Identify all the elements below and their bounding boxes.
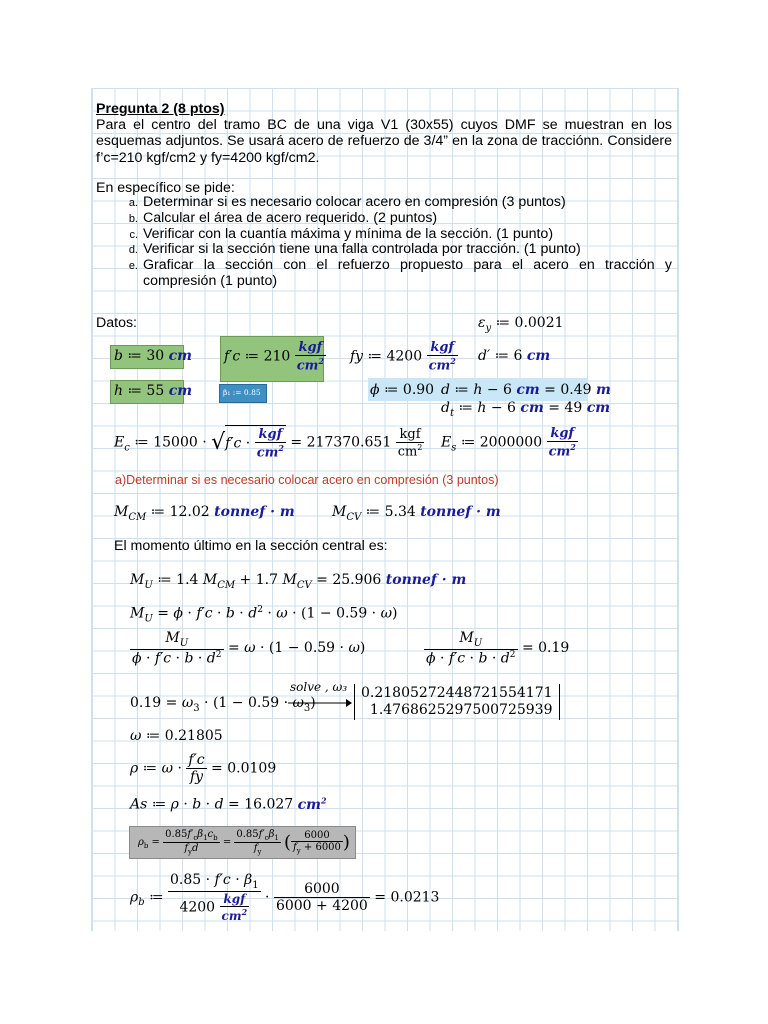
list-item: b. Calcular el área de acero requerido. (2 puntos) — [128, 210, 438, 226]
solve-equation: $0.19 = \omega_3 \cdot (1 - 0.59 \cdot \omega_3)$ — [130, 695, 316, 714]
fy-def: fy ≔ 4200 $\frac{\text{kgf}}{cm^2}$ — [350, 340, 456, 374]
omega-def: ω ≔ 0.21805 — [130, 728, 223, 744]
question-heading: Pregunta 2 (8 ptos) — [96, 101, 225, 117]
root-value: 1.4768625297500725939 — [369, 702, 553, 718]
b-def: b ≔ 30 cm — [114, 348, 192, 364]
list-item: a. Determinar si es necesario colocar acero en compresión (3 puntos) — [128, 194, 566, 210]
mu-formula: $M_U = \phi \cdot f'c \cdot b \cdot d^2 \cdot \omega \cdot (1 - 0.59 \cdot \omega)$ — [130, 605, 398, 625]
dt-def: $d_t$ ≔ h − 6 cm = 49 cm — [441, 400, 611, 419]
list-item: d. Verificar si la sección tiene una falla controlada por tracción. (1 punto) — [128, 241, 581, 257]
d-def: d ≔ h − 6 cm = 0.49 m — [441, 382, 611, 398]
rho-def: ρ ≔ ω · $\frac{f'c}{fy}$ = 0.0109 — [130, 752, 277, 785]
list-item: e. Graficar la sección con el refuerzo propuesto para el acero en tracción y compresión (1 punto) — [128, 257, 672, 289]
section-a-title: a)Determinar si es necesario colocar acero en compresión (3 puntos) — [115, 473, 499, 487]
rhob-formula-box — [129, 826, 356, 859]
mu-calc: $M_U$ ≔ 1.4 $M_{CM} + 1.7$ $M_{CV} = 25.906$ tonnef · m — [130, 572, 467, 591]
fc-def: f′c ≔ 210 $\frac{\text{kgf}}{cm^2}$ — [224, 340, 325, 374]
roots-matrix — [354, 684, 560, 720]
solve-label: solve , ω₃ — [290, 680, 348, 694]
mcv-def: $M_{CV}$ ≔ 5.34 tonnef · m — [332, 504, 501, 523]
solve-arrow — [288, 697, 352, 709]
rhob-calc: $\rho_b$ ≔ $0.85 \cdot f'c \cdot \beta_1$ 4200 $\frac{\text{kgf}}{cm^2}$ · $\frac{6000}{6000 + 4200}$ = 0.0213 — [130, 872, 440, 923]
datos-label: Datos: — [96, 315, 138, 331]
question-statement — [96, 101, 672, 166]
ec-def: $E_c$ ≔ 15000 · √f′c · $\frac{\text{kgf}}{cm^2}$ = 217370.651 $\frac{\text{kgf}}{cm^2}$ — [114, 426, 423, 461]
phi-def: ϕ ≔ 0.90 — [370, 382, 435, 398]
root-value: 0.21805272448721554171 — [361, 685, 553, 701]
eps-y-def: $\varepsilon_y$ ≔ 0.0021 — [478, 315, 564, 334]
beta1-box: β₁ := 0.85 — [219, 384, 267, 403]
dprime-def: d′ ≔ 6 cm — [478, 348, 551, 364]
list-item: c. Verificar con la cuantía máxima y mínima de la sección. (1 punto) — [129, 226, 554, 242]
rhob-formula: $\rho_b$ = $\frac{0.85f'_c\beta_1c_b}{f_yd}$ = $\frac{0.85f'_c\beta_1}{f_y}$ ( $\frac{6000}{f_y + 6000}$ ) — [138, 829, 350, 856]
question-paragraph: Para el centro del tramo BC de una viga V1 (30x55) cuyos DMF se muestran en los esquemas adjuntos. Se usará acero de refuerzo de 3/4” en la zona de tracciónn. Considere f’c=210 kgf/cm2 y fy=4200 kgf/cm2. — [96, 117, 672, 166]
es-def: $E_s$ ≔ 2000000 $\frac{\text{kgf}}{cm^2}$ — [441, 426, 576, 460]
h-def: h ≔ 55 cm — [114, 383, 193, 399]
as-def: As ≔ ρ · b · d = 16.027 $cm^2$ — [130, 795, 327, 813]
ratio-equation: $\frac{M_U}{\phi \cdot f'c \cdot b \cdot d^2}$ = ω · (1 − 0.59 · ω) — [132, 630, 366, 667]
momento-text: El momento último en la sección central es: — [114, 538, 388, 554]
lead-text: En específico se pide: — [96, 180, 235, 196]
mcm-def: $M_{CM}$ ≔ 12.02 tonnef · m — [114, 504, 295, 523]
ratio-value: $\frac{M_U}{\phi \cdot f'c \cdot b \cdot d^2}$ = 0.19 — [426, 630, 570, 667]
